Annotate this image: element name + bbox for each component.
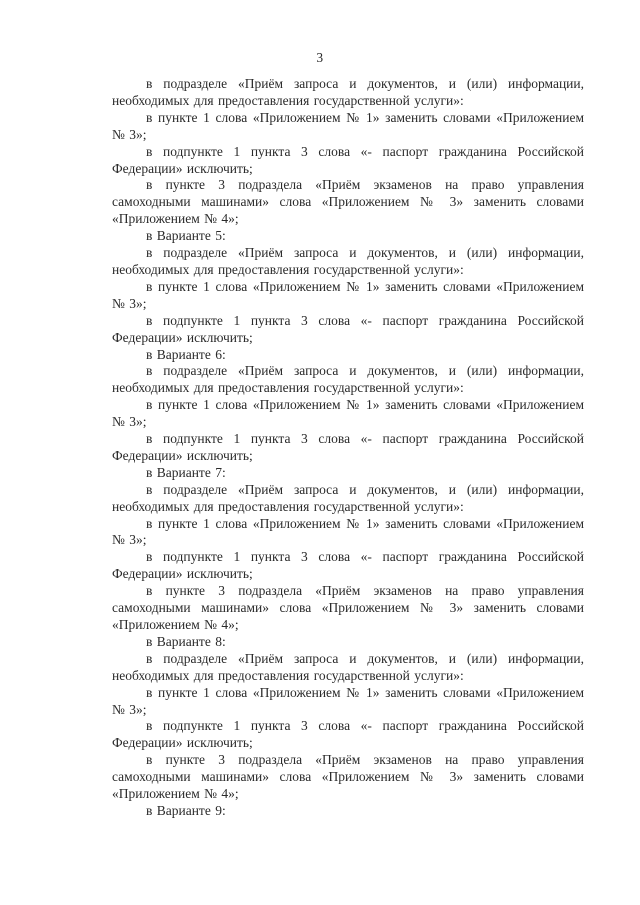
- paragraph-15: в пункте 1 слова «Приложением № 1» заменить словами «Приложением № 3»;: [112, 515, 584, 548]
- paragraph-3: в подпункте 1 пункта 3 слова «- паспорт гражданина Российской Федерации» исключить;: [112, 143, 584, 176]
- variant-7-heading: в Варианте 7:: [146, 464, 226, 480]
- variant-9-heading: в Варианте 9:: [146, 802, 226, 818]
- paragraph-22: в пункте 3 подраздела «Приём экзаменов на право управления самоходными машинами» слова «Приложением № 3» заменить словами «Приложением № 4»;: [112, 752, 584, 802]
- paragraph-21: в подпункте 1 пункта 3 слова «- паспорт гражданина Российской Федерации» исключить;: [112, 718, 584, 751]
- variant-5-heading: в Варианте 5:: [146, 228, 226, 244]
- paragraph-2: в пункте 1 слова «Приложением № 1» заменить словами «Приложением № 3»;: [112, 109, 584, 142]
- document-body: [112, 76, 584, 820]
- paragraph-14: в подразделе «Приём запроса и документов, и (или) информации, необходимых для предоставления государственной услуги»:: [112, 481, 584, 514]
- paragraph-1: в подразделе «Приём запроса и документов, и (или) информации, необходимых для предоставления государственной услуги»:: [112, 76, 584, 108]
- paragraph-16: в подпункте 1 пункта 3 слова «- паспорт гражданина Российской Федерации» исключить;: [112, 549, 584, 582]
- page-number: 3: [316, 50, 324, 65]
- paragraph-8: в подпункте 1 пункта 3 слова «- паспорт гражданина Российской Федерации» исключить;: [112, 312, 584, 345]
- paragraph-10: в подразделе «Приём запроса и документов, и (или) информации, необходимых для предоставления государственной услуги»:: [112, 363, 584, 396]
- paragraph-19: в подразделе «Приём запроса и документов, и (или) информации, необходимых для предоставления государственной услуги»:: [112, 650, 584, 683]
- paragraph-7: в пункте 1 слова «Приложением № 1» заменить словами «Приложением № 3»;: [112, 278, 584, 311]
- paragraph-17: в пункте 3 подраздела «Приём экзаменов на право управления самоходными машинами» слова «Приложением № 3» заменить словами «Приложением № 4»;: [112, 583, 584, 632]
- paragraph-4: в пункте 3 подраздела «Приём экзаменов на право управления самоходными машинами» слова «Приложением № 3» заменить словами «Приложением № 4»;: [112, 177, 584, 227]
- variant-8-heading: в Варианте 8:: [146, 633, 226, 649]
- paragraph-12: в подпункте 1 пункта 3 слова «- паспорт гражданина Российской Федерации» исключить;: [112, 431, 584, 463]
- paragraph-20: в пункте 1 слова «Приложением № 1» заменить словами «Приложением № 3»;: [112, 684, 584, 717]
- paragraph-11: в пункте 1 слова «Приложением № 1» заменить словами «Приложением № 3»;: [112, 397, 584, 430]
- variant-6-heading: в Варианте 6:: [146, 346, 226, 362]
- paragraph-6: в подразделе «Приём запроса и документов, и (или) информации, необходимых для предоставления государственной услуги»:: [112, 245, 584, 277]
